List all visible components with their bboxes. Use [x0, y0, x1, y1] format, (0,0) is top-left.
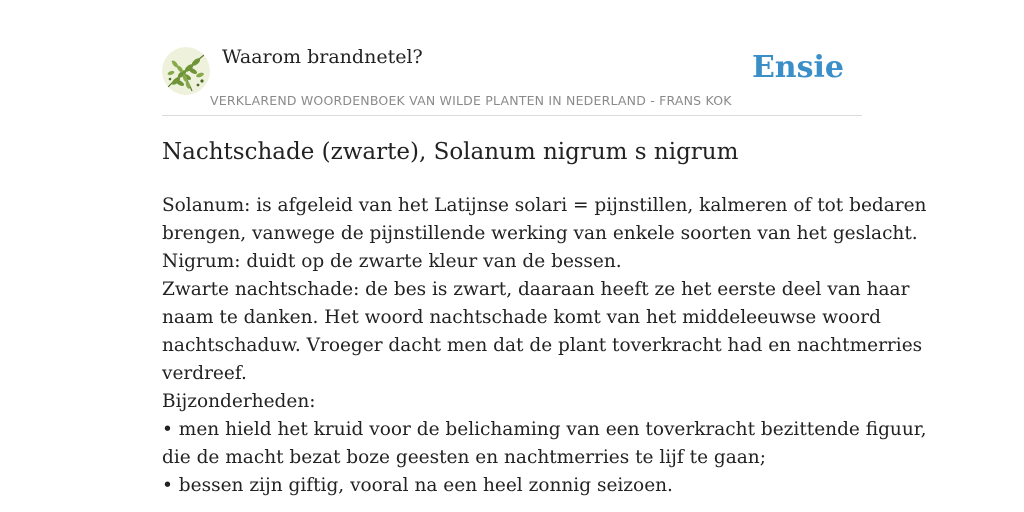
- plant-leaves-icon[interactable]: [162, 47, 210, 95]
- entry-line: brengen, vanwege de pijnstillende werking van enkele soorten van het geslacht.: [162, 223, 918, 244]
- entry-line: die de macht bezat boze geesten en nachtmerries te lijf te gaan;: [162, 447, 766, 468]
- brand-logo[interactable]: Ensie: [751, 50, 844, 85]
- entry-title: Nachtschade (zwarte), Solanum nigrum s nigrum: [162, 139, 739, 165]
- entry-line: Solanum: is afgeleid van het Latijnse solari = pijnstillen, kalmeren of tot bedaren: [162, 195, 927, 216]
- entry-line: naam te danken. Het woord nachtschade komt van het middeleeuwse woord: [162, 307, 881, 328]
- entry-line: • men hield het kruid voor de belichaming van een toverkracht bezittende figuur,: [162, 419, 927, 440]
- header: [162, 42, 862, 116]
- dictionary-subtitle[interactable]: VERKLAREND WOORDENBOEK VAN WILDE PLANTEN IN NEDERLAND - FRANS KOK: [210, 93, 732, 108]
- entry-line: • bessen zijn giftig, vooral na een heel zonnig seizoen.: [162, 475, 673, 496]
- entry-line: Nigrum: duidt op de zwarte kleur van de bessen.: [162, 251, 622, 272]
- entry-line: Zwarte nachtschade: de bes is zwart, daaraan heeft ze het eerste deel van haar: [162, 279, 910, 300]
- entry-line: verdreef.: [162, 363, 247, 384]
- entry-body: [162, 192, 927, 500]
- entry-line: nachtschaduw. Vroeger dacht men dat de plant toverkracht had en nachtmerries: [162, 335, 923, 356]
- entry-line: Bijzonderheden:: [162, 391, 316, 412]
- site-title[interactable]: Waarom brandnetel?: [222, 46, 423, 68]
